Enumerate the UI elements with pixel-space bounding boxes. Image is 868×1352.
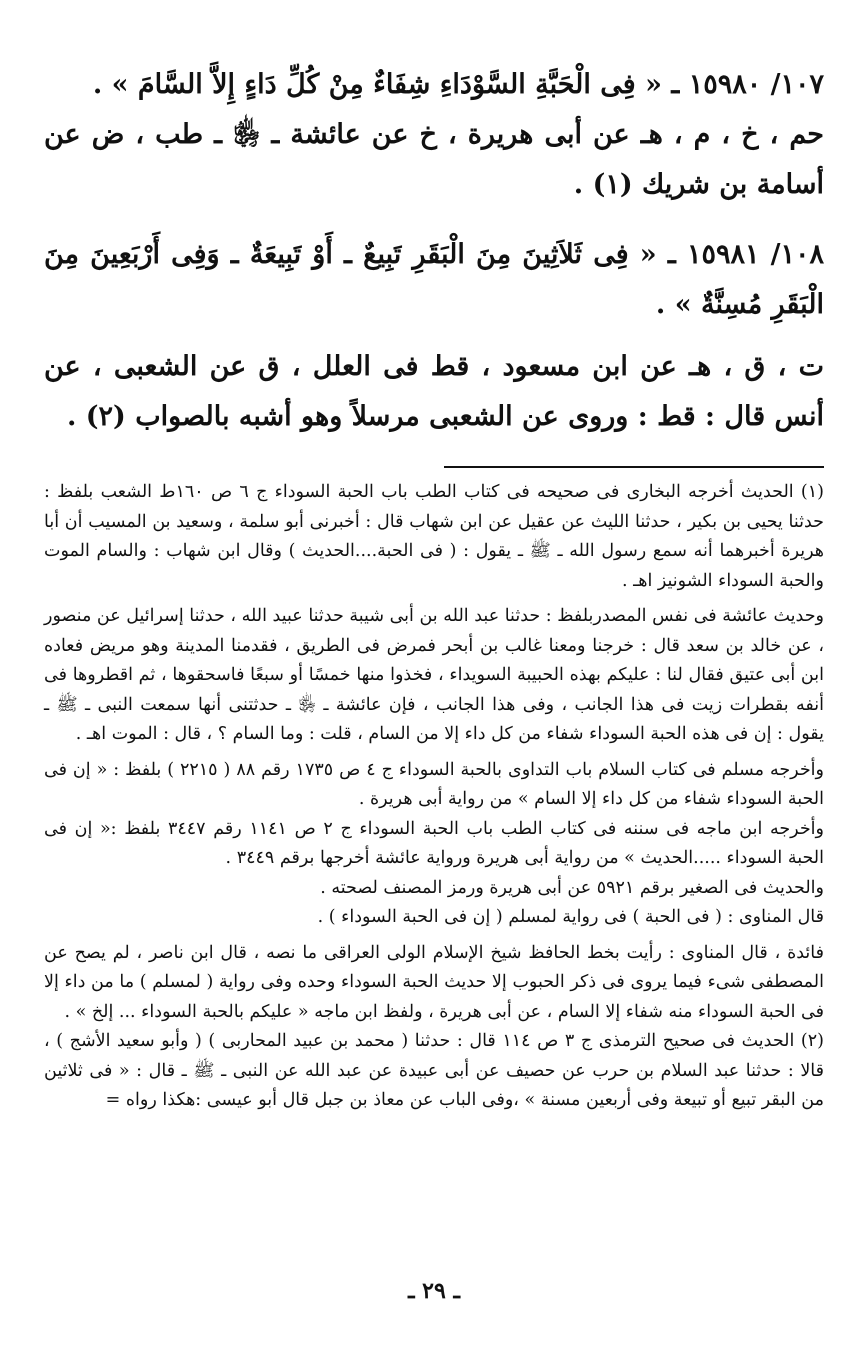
hadith-text-107: ١٠٧/ ١٥٩٨٠ ـ « فِى الْحَبَّةِ السَّوْدَاءِ شِفَاءٌ مِنْ كُلِّ دَاءٍ إِلاَّ السَّامَ » . xyxy=(92,69,824,100)
hadith-sources-107: حم ، خ ، م ، هـ عن أبى هريرة ، خ عن عائشة ـ ﵂ ـ طب ، ض عن أسامة بن شريك (١) . xyxy=(44,119,824,200)
footnotes xyxy=(44,478,824,1116)
hadith-sources-108: ت ، ق ، هـ عن ابن مسعود ، قط فى العلل ، ق عن الشعبى ، عن أنس قال : قط : وروى عن الشعبى مرسلاً وهو أشبه بالصواب (٢) . xyxy=(44,351,824,432)
hadith-entry-108 xyxy=(44,230,824,442)
footnote-paragraph: وحديث عائشة فى نفس المصدربلفظ : حدثنا عبد الله بن أبى شيبة حدثنا عبيد الله ، حدثنا إسرائيل عن منصور ، عن خالد بن سعد قال : خرجنا ومعنا غالب بن أبحر فمرض فى الطريق ، فقدمنا المدينة وهو مريض فعاده ابن أبى عتيق فقال لنا : عليكم بهذه الحبيبة السويداء ، فخذوا منها خمسًا أو سبعًا فاسحقوها ، ثم اقطروها فى أنفه بقطرات زيت فى هذا الجانب ، وفى هذا الجانب ، فإن عائشة ـ ﵂ ـ حدثتنى أنها سمعت النبى ـ ﷺ ـ يقول : إن فى هذه الحبة السوداء شفاء من كل داء إلا من السام ، قلت : وما السام ؟ ، قال : الموت اهـ . xyxy=(44,606,824,744)
page-number: ـ ٢٩ ـ xyxy=(408,1278,460,1304)
footnote-paragraph: والحديث فى الصغير برقم ٥٩٢١ عن أبى هريرة ورمز المصنف لصحته . xyxy=(320,877,824,898)
footnote-paragraph: وأخرجه مسلم فى كتاب السلام باب التداوى بالحبة السوداء ج ٤ ص ١٧٣٥ رقم ٨٨ ( ٢٢١٥ ) بلفظ : « إن فى الحبة السوداء شفاء من كل داء إلا السام » من رواية أبى هريرة . xyxy=(44,759,824,809)
hadith-entry-107 xyxy=(44,60,824,210)
footnote-2: (٢) الحديث فى صحيح الترمذى ج ٣ ص ١١٤ قال : حدثنا ( محمد بن عبيد المحاربى ) ( وأبو سعيد الأشج ) ، قالا : حدثنا عبد السلام بن حرب عن حصيف عن أبى عبيدة عن عبد الله عن النبى ـ ﷺ ـ قال : « فى ثلاثين من البقر تبيع أو تبيعة وفى أربعين مسنة » ،وفى الباب عن معاذ بن جبل قال أبو عيسى :هكذا رواه = xyxy=(44,1031,824,1110)
footnote-paragraph: وأخرجه ابن ماجه فى سننه فى كتاب الطب باب الحبة السوداء ج ٢ ص ١١٤١ رقم ٣٤٤٧ بلفظ :« إن فى الحبة السوداء .....الحديث » من رواية أبى هريرة ورواية عائشة أخرجها برقم ٣٤٤٩ . xyxy=(44,818,824,868)
footnote-paragraph: فائدة ، قال المناوى : رأيت بخط الحافظ شيخ الإسلام الولى العراقى ما نصه ، قال ابن ناصر ، لم يصح عن المصطفى شىء فيما يروى فى ذكر الحبوب إلا حديث الحبة السوداء وحده وفى رواية ( لمسلم ) ما من داء إلا فى الحبة السوداء منه شفاء إلا السام ، عن أبى هريرة ، ولفظ ابن ماجه « عليكم بالحبة السوداء ... إلخ » . xyxy=(44,942,824,1022)
footnote-1: (١) الحديث أخرجه البخارى فى صحيحه فى كتاب الطب باب الحبة السوداء ج ٦ ص ١٦٠ط الشعب بلفظ : حدثنا يحيى بن بكير ، حدثنا الليث عن عقيل عن ابن شهاب قال : أخبرنى أبو سلمة ، وسعيد بن المسيب أن أبا هريرة أخبرهما أنه سمع رسول الله ـ ﷺ ـ يقول : ( فى الحبة....الحديث ) وقال ابن شهاب : والسام الموت والحبة السوداء الشونيز اهـ . xyxy=(44,482,824,591)
hadith-text-108: ١٠٨/ ١٥٩٨١ ـ « فِى ثَلاَثِينَ مِنَ الْبَقَرِ تَبِيعٌ ـ أَوْ تَبِيعَةٌ ـ وَفِى أَرْبَعِينَ مِنَ الْبَقَرِ مُسِنَّةٌ » . xyxy=(44,239,824,320)
footnote-paragraph: قال المناوى : ( فى الحبة ) فى رواية لمسلم ( إن فى الحبة السوداء ) . xyxy=(317,907,824,927)
footnote-divider xyxy=(444,466,824,468)
